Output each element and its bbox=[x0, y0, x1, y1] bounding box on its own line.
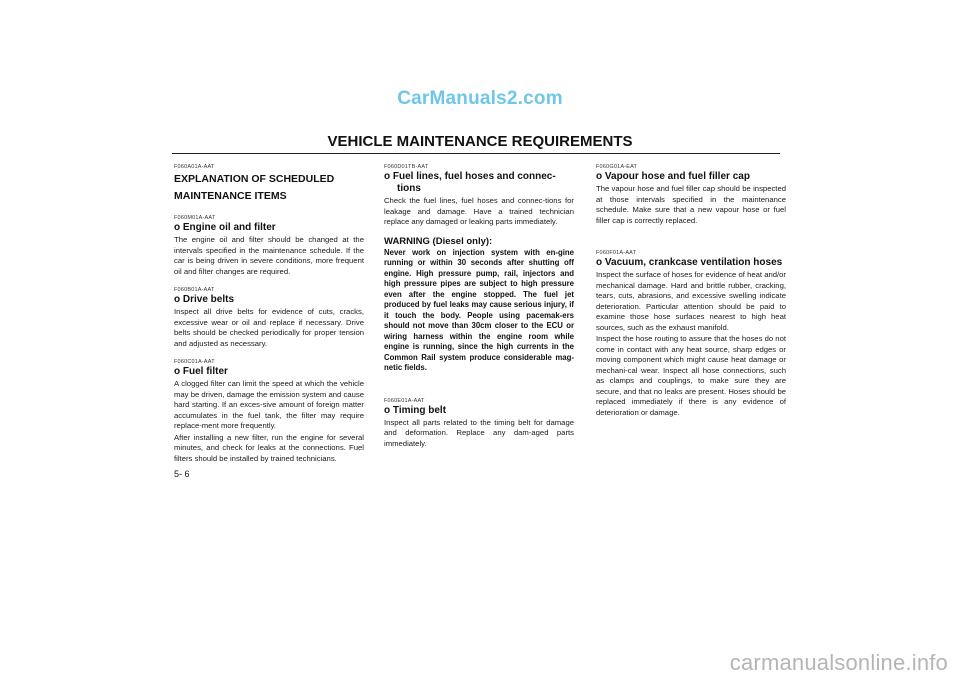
section-code: F060M01A-AAT bbox=[174, 215, 216, 221]
section-body-continued: After installing a new filter, run the engine for several minutes, and check for leaks at the connections. Fuel filters should be installed by trained technicians. bbox=[174, 432, 364, 463]
column-right bbox=[596, 164, 786, 428]
warning-title: WARNING (Diesel only): bbox=[384, 235, 493, 247]
header-divider bbox=[172, 153, 780, 154]
section-body: Inspect the surface of hoses for evidence of heat and/or mechanical damage. Hard and brittle rubber, cracking, tears, cuts, abrasions, and excessive swelling indicate deterioration. Particular attention should be paid to examine those hose surfaces nearest to high heat sources, such as the exhaust manifold. bbox=[596, 270, 786, 332]
section-vapour-hose bbox=[596, 164, 786, 226]
section-code: F060A01A-AAT bbox=[174, 164, 215, 170]
section-title bbox=[174, 171, 364, 205]
watermark-top: CarManuals2.com bbox=[397, 88, 563, 109]
section-body: A clogged filter can limit the speed at which the vehicle may be driven, damage the emission system and cause hard starting. If an exces-sive amount of foreign matter accumulates in the fuel tank, the filter may require replace-ment more frequently. bbox=[174, 379, 364, 430]
section-code: F060F01A-AAT bbox=[596, 250, 637, 256]
section-heading: o Timing belt bbox=[384, 404, 447, 416]
section-fuel-lines bbox=[384, 164, 574, 228]
section-code: F060E01A-AAT bbox=[384, 397, 425, 404]
section-vacuum-hoses bbox=[596, 250, 786, 418]
section-heading: o Vapour hose and fuel filler cap bbox=[596, 171, 750, 182]
section-body: Inspect all drive belts for evidence of cuts, cracks, excessive wear or oil and replace if necessary. Drive belts should be checked periodically for proper tension and adjusted as necessary. bbox=[174, 307, 364, 348]
column-left bbox=[174, 164, 364, 479]
section-heading: o Engine oil and filter bbox=[174, 222, 276, 233]
section-title-line1: EXPLANATION OF SCHEDULED bbox=[174, 173, 335, 185]
section-heading: o Vacuum, crankcase ventilation hoses bbox=[596, 257, 783, 268]
section-body-continued: Inspect the hose routing to assure that the hoses do not come in contact with any heat source, sharp edges or moving component which might cause heat damage or mechani-cal wear. Inspect all hose connections, such as clamps and couplings, to make sure they are secure, and that no leaks are present. Hoses should be replaced immediately if there is any evidence of deterioration or damage. bbox=[596, 334, 786, 417]
section-body: Check the fuel lines, fuel hoses and connec-tions for leakage and damage. Have a trained technician replace any damaged or leaking parts immediately. bbox=[384, 196, 574, 226]
warning-diesel bbox=[384, 236, 574, 374]
section-code: F060C01A-AAT bbox=[174, 359, 215, 365]
section-intro bbox=[174, 164, 364, 205]
page-number: 5- 6 bbox=[174, 469, 190, 479]
warning-body: Never work on injection system with en-gine running or within 30 seconds after shutting off engine. High pressure pump, rail, injectors and high pressure pipes are subject to high pressure even after the engine stopped. The fuel jet produced by fuel leaks may cause serious injury, if it touch the body. People using pacemak-ers should not move than 30cm closer to the ECU or wiring harness within the engine room while engine is running, since the high currents in the Common Rail system produce considerable mag-netic fields. bbox=[384, 247, 574, 372]
page-title: VEHICLE MAINTENANCE REQUIREMENTS bbox=[327, 133, 633, 150]
column-middle bbox=[384, 164, 574, 459]
section-engine-oil bbox=[174, 215, 364, 277]
section-body: The vapour hose and fuel filler cap should be inspected at those intervals specified in the maintenance schedule. Make sure that a new vapour hose or fuel filler cap is correctly replaced. bbox=[596, 184, 786, 225]
section-heading: o Drive belts bbox=[174, 294, 235, 305]
section-heading: o Fuel lines, fuel hoses and connec-tions bbox=[384, 171, 556, 194]
section-body: The engine oil and filter should be changed at the intervals specified in the maintenance schedule. If the car is being driven in severe conditions, more frequent oil and filter changes are required. bbox=[174, 235, 364, 276]
section-code: F060D01TB-AAT bbox=[384, 164, 429, 170]
section-title-line2: MAINTENANCE ITEMS bbox=[174, 190, 287, 202]
section-body: Inspect all parts related to the timing belt for damage and deformation. Replace any dam-aged parts immediately. bbox=[384, 417, 574, 448]
section-drive-belts bbox=[174, 287, 364, 349]
section-heading: o Fuel filter bbox=[174, 366, 228, 377]
section-fuel-filter bbox=[174, 359, 364, 464]
section-code: F060B01A-AAT bbox=[174, 287, 215, 293]
watermark-bottom: carmanualsonline.info bbox=[729, 650, 948, 675]
section-timing-belt bbox=[384, 398, 574, 450]
section-code: F060G01A-EAT bbox=[596, 164, 638, 170]
